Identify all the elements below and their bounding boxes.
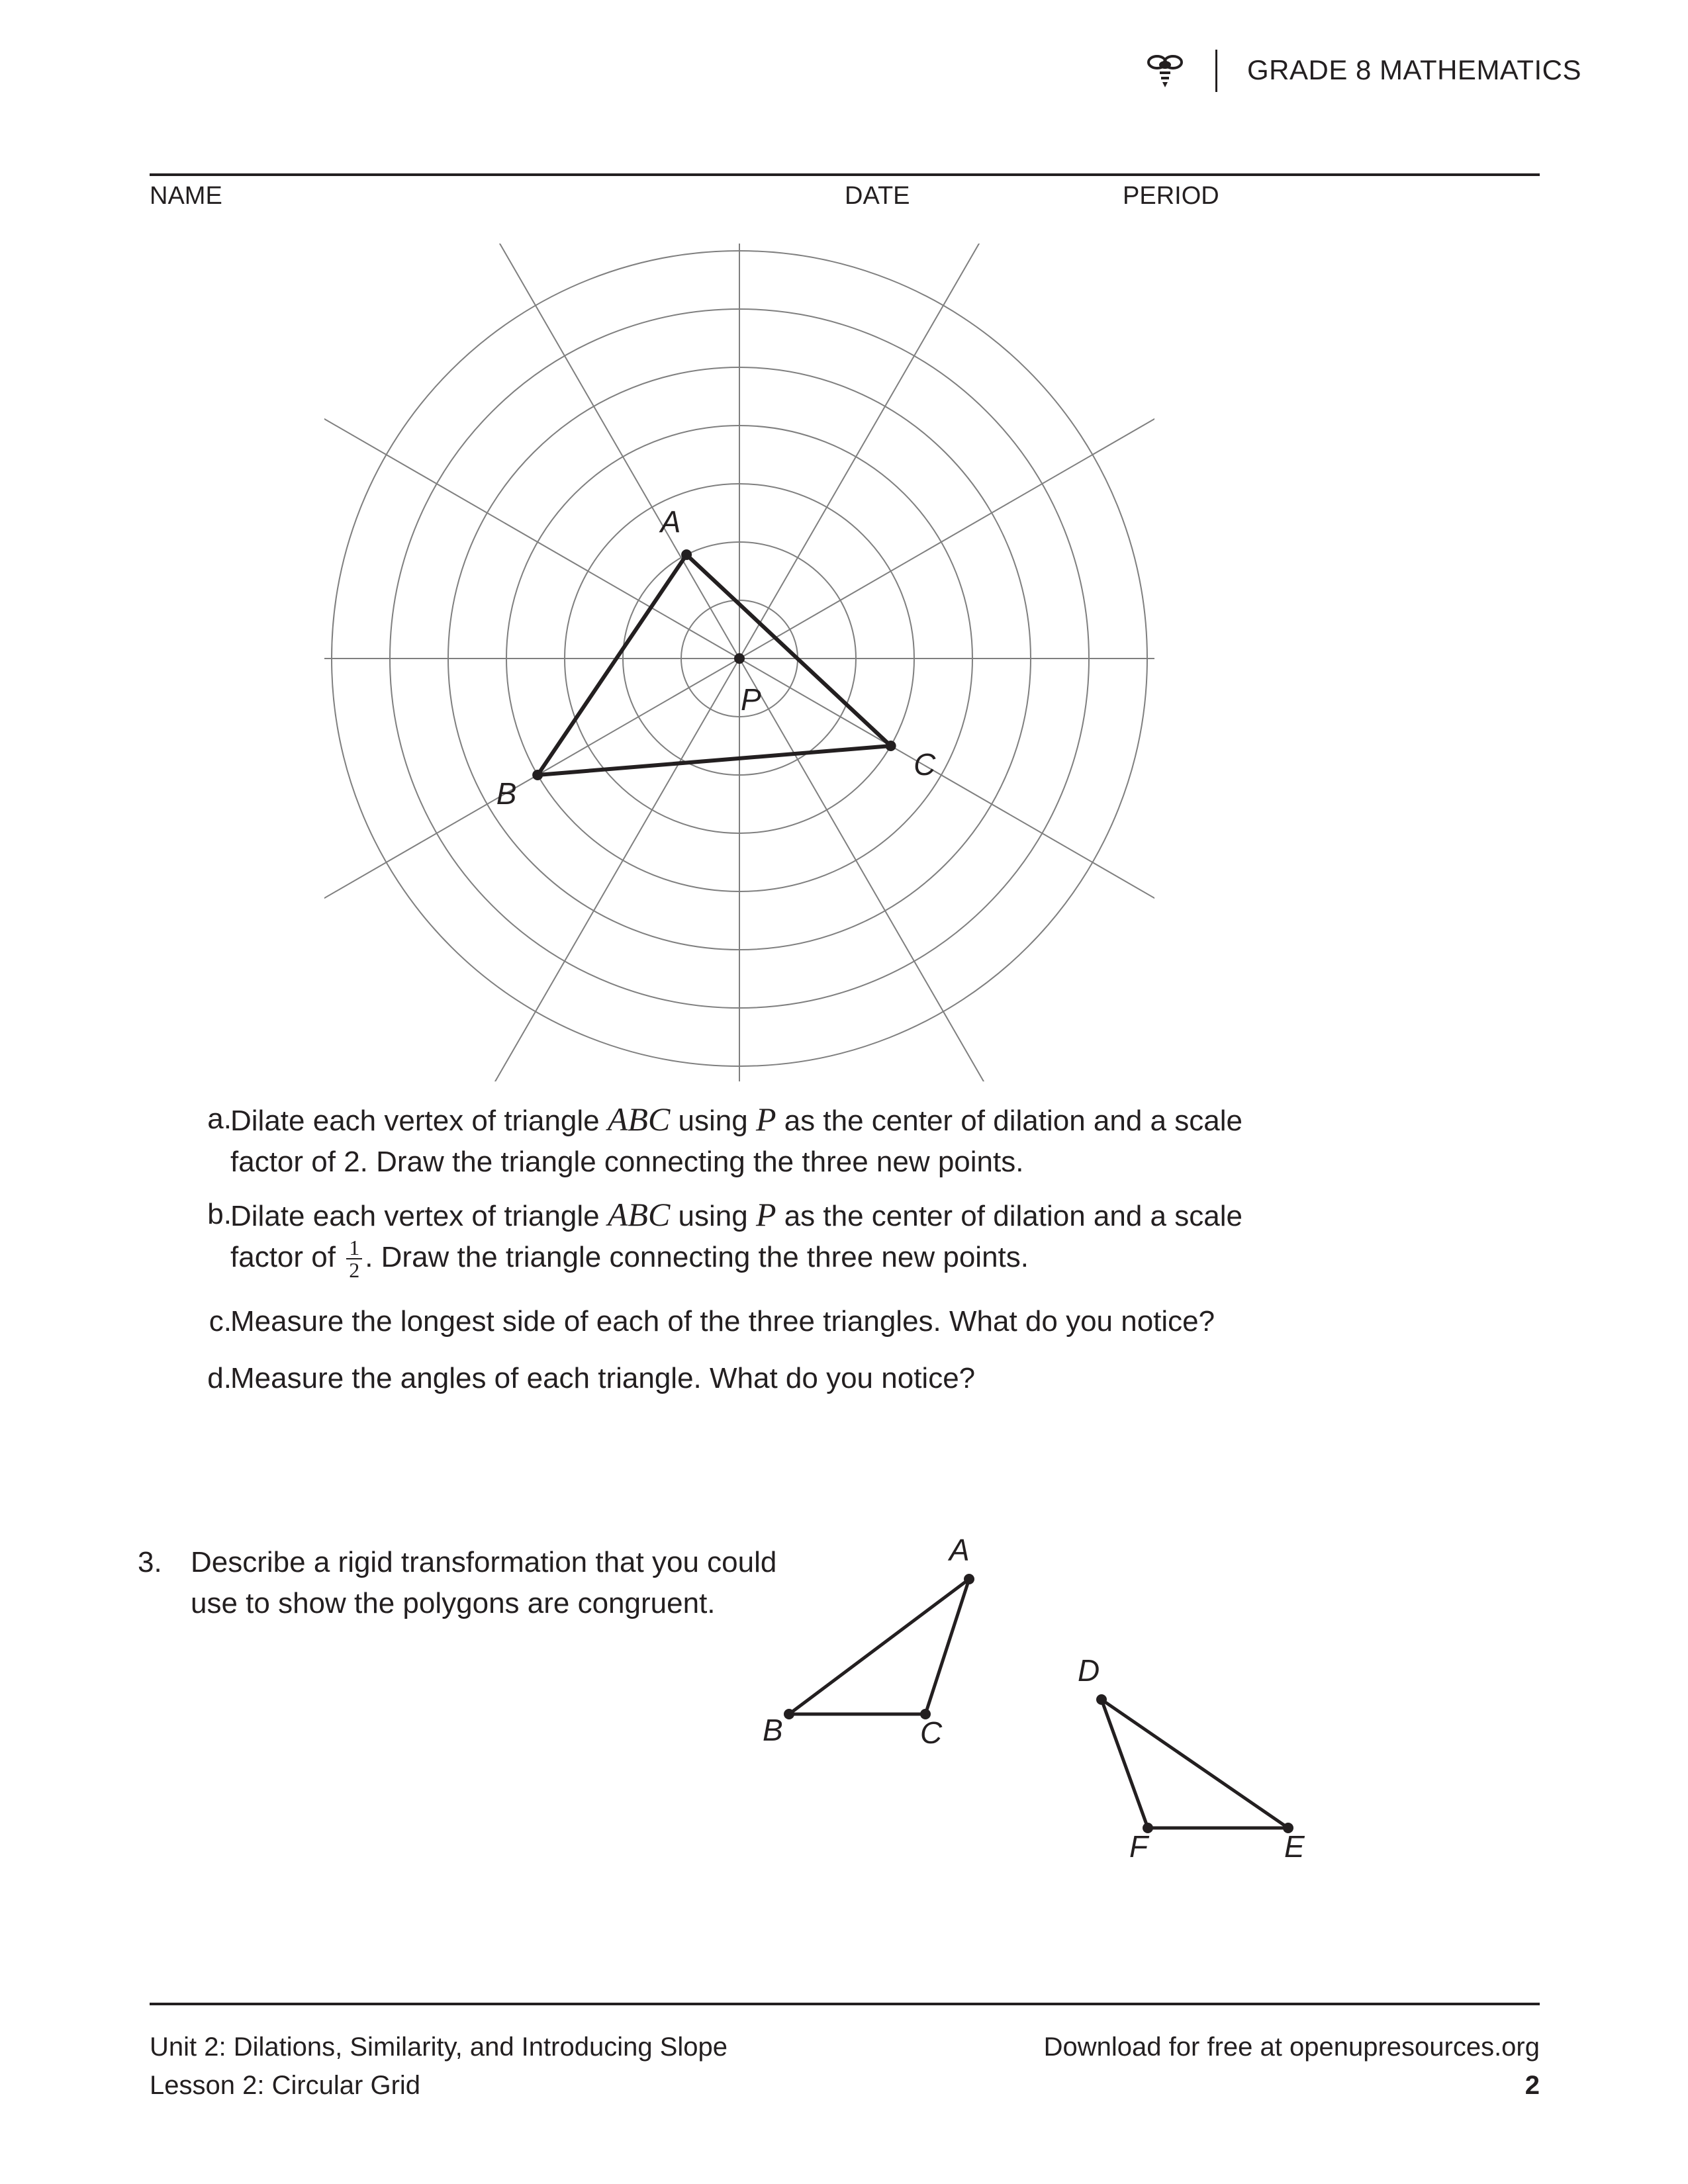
point-b <box>784 1709 794 1719</box>
part-b <box>192 1194 1317 1287</box>
page-number: 2 <box>1524 2071 1540 2100</box>
label-e: E <box>1284 1829 1305 1864</box>
grid-spoke <box>739 377 1154 659</box>
label-a: A <box>660 504 681 539</box>
grid-spoke <box>458 244 739 659</box>
name-label: NAME <box>150 182 222 210</box>
vertex-c <box>886 741 896 751</box>
header-separator <box>1215 50 1217 92</box>
label-f: F <box>1129 1829 1149 1864</box>
part-b-text-5: . Draw the triangle connecting the three new points. <box>365 1241 1029 1273</box>
math-abc: ABC <box>607 1101 671 1138</box>
grid-spoke <box>324 659 739 940</box>
date-label: DATE <box>845 182 910 210</box>
part-b-text-4: factor of <box>230 1241 344 1273</box>
label-c: C <box>920 1715 943 1750</box>
footer-download: Download for free at openupresources.org <box>1043 2032 1540 2062</box>
math-p: P <box>755 1196 776 1233</box>
part-c-label: c. <box>209 1305 232 1338</box>
part-a-label: a. <box>207 1103 232 1135</box>
question-3 <box>138 1542 800 1688</box>
circular-grid <box>324 244 1154 1081</box>
bee-icon <box>1144 49 1186 91</box>
label-c: C <box>914 747 936 782</box>
part-a-text-4: factor of 2. Draw the triangle connecting the three new points. <box>230 1146 1024 1178</box>
math-p: P <box>755 1101 776 1138</box>
one-half-fraction: $\frac{1}{2}$ <box>346 1237 362 1281</box>
course-title: GRADE 8 MATHEMATICS <box>1247 54 1581 85</box>
part-a-text-1: Dilate each vertex of triangle <box>230 1105 608 1137</box>
triangle-abc <box>538 555 890 775</box>
footer-lesson: Lesson 2: Circular Grid <box>150 2071 421 2100</box>
vertex-b <box>532 770 543 780</box>
congruent-triangles-figure <box>728 1522 1324 1893</box>
part-c <box>192 1301 1317 1342</box>
part-b-text-3: as the center of dilation and a scale <box>776 1200 1243 1232</box>
part-b-text-1: Dilate each vertex of triangle <box>230 1200 608 1232</box>
question-3-number: 3. <box>138 1546 162 1578</box>
name-rule <box>150 173 1540 176</box>
vertex-a <box>681 549 692 560</box>
part-b-text-2: using <box>670 1200 756 1232</box>
part-b-label: b. <box>207 1198 232 1230</box>
math-abc: ABC <box>607 1196 671 1233</box>
label-b: B <box>763 1713 783 1747</box>
part-c-text: Measure the longest side of each of the three triangles. What do you notice? <box>230 1305 1215 1338</box>
label-b: B <box>496 776 517 811</box>
part-d-label: d. <box>207 1362 232 1394</box>
label-p: P <box>741 682 761 717</box>
footer-unit: Unit 2: Dilations, Similarity, and Introducing Slope <box>150 2032 728 2062</box>
triangle-def-q3 <box>1102 1700 1288 1828</box>
label-d: D <box>1078 1653 1100 1688</box>
part-d-text: Measure the angles of each triangle. What do you notice? <box>230 1362 976 1394</box>
question-3-text: Describe a rigid transformation that you could use to show the polygons are congruent. <box>191 1546 777 1619</box>
footer-rule <box>150 2003 1540 2005</box>
period-label: PERIOD <box>1123 182 1219 210</box>
grid-spoke <box>458 659 739 1081</box>
point-a <box>964 1574 974 1584</box>
label-a: A <box>949 1533 970 1567</box>
part-a-text-3: as the center of dilation and a scale <box>776 1105 1243 1137</box>
part-a-text-2: using <box>670 1105 756 1137</box>
grid-spoke <box>739 659 1021 1081</box>
grid-spoke <box>739 244 1021 659</box>
grid-spoke <box>739 659 1154 940</box>
center-point-p <box>734 653 745 664</box>
part-a <box>192 1099 1317 1185</box>
part-d <box>192 1358 1317 1399</box>
point-d <box>1096 1694 1107 1705</box>
triangle-abc-q3 <box>789 1579 969 1714</box>
